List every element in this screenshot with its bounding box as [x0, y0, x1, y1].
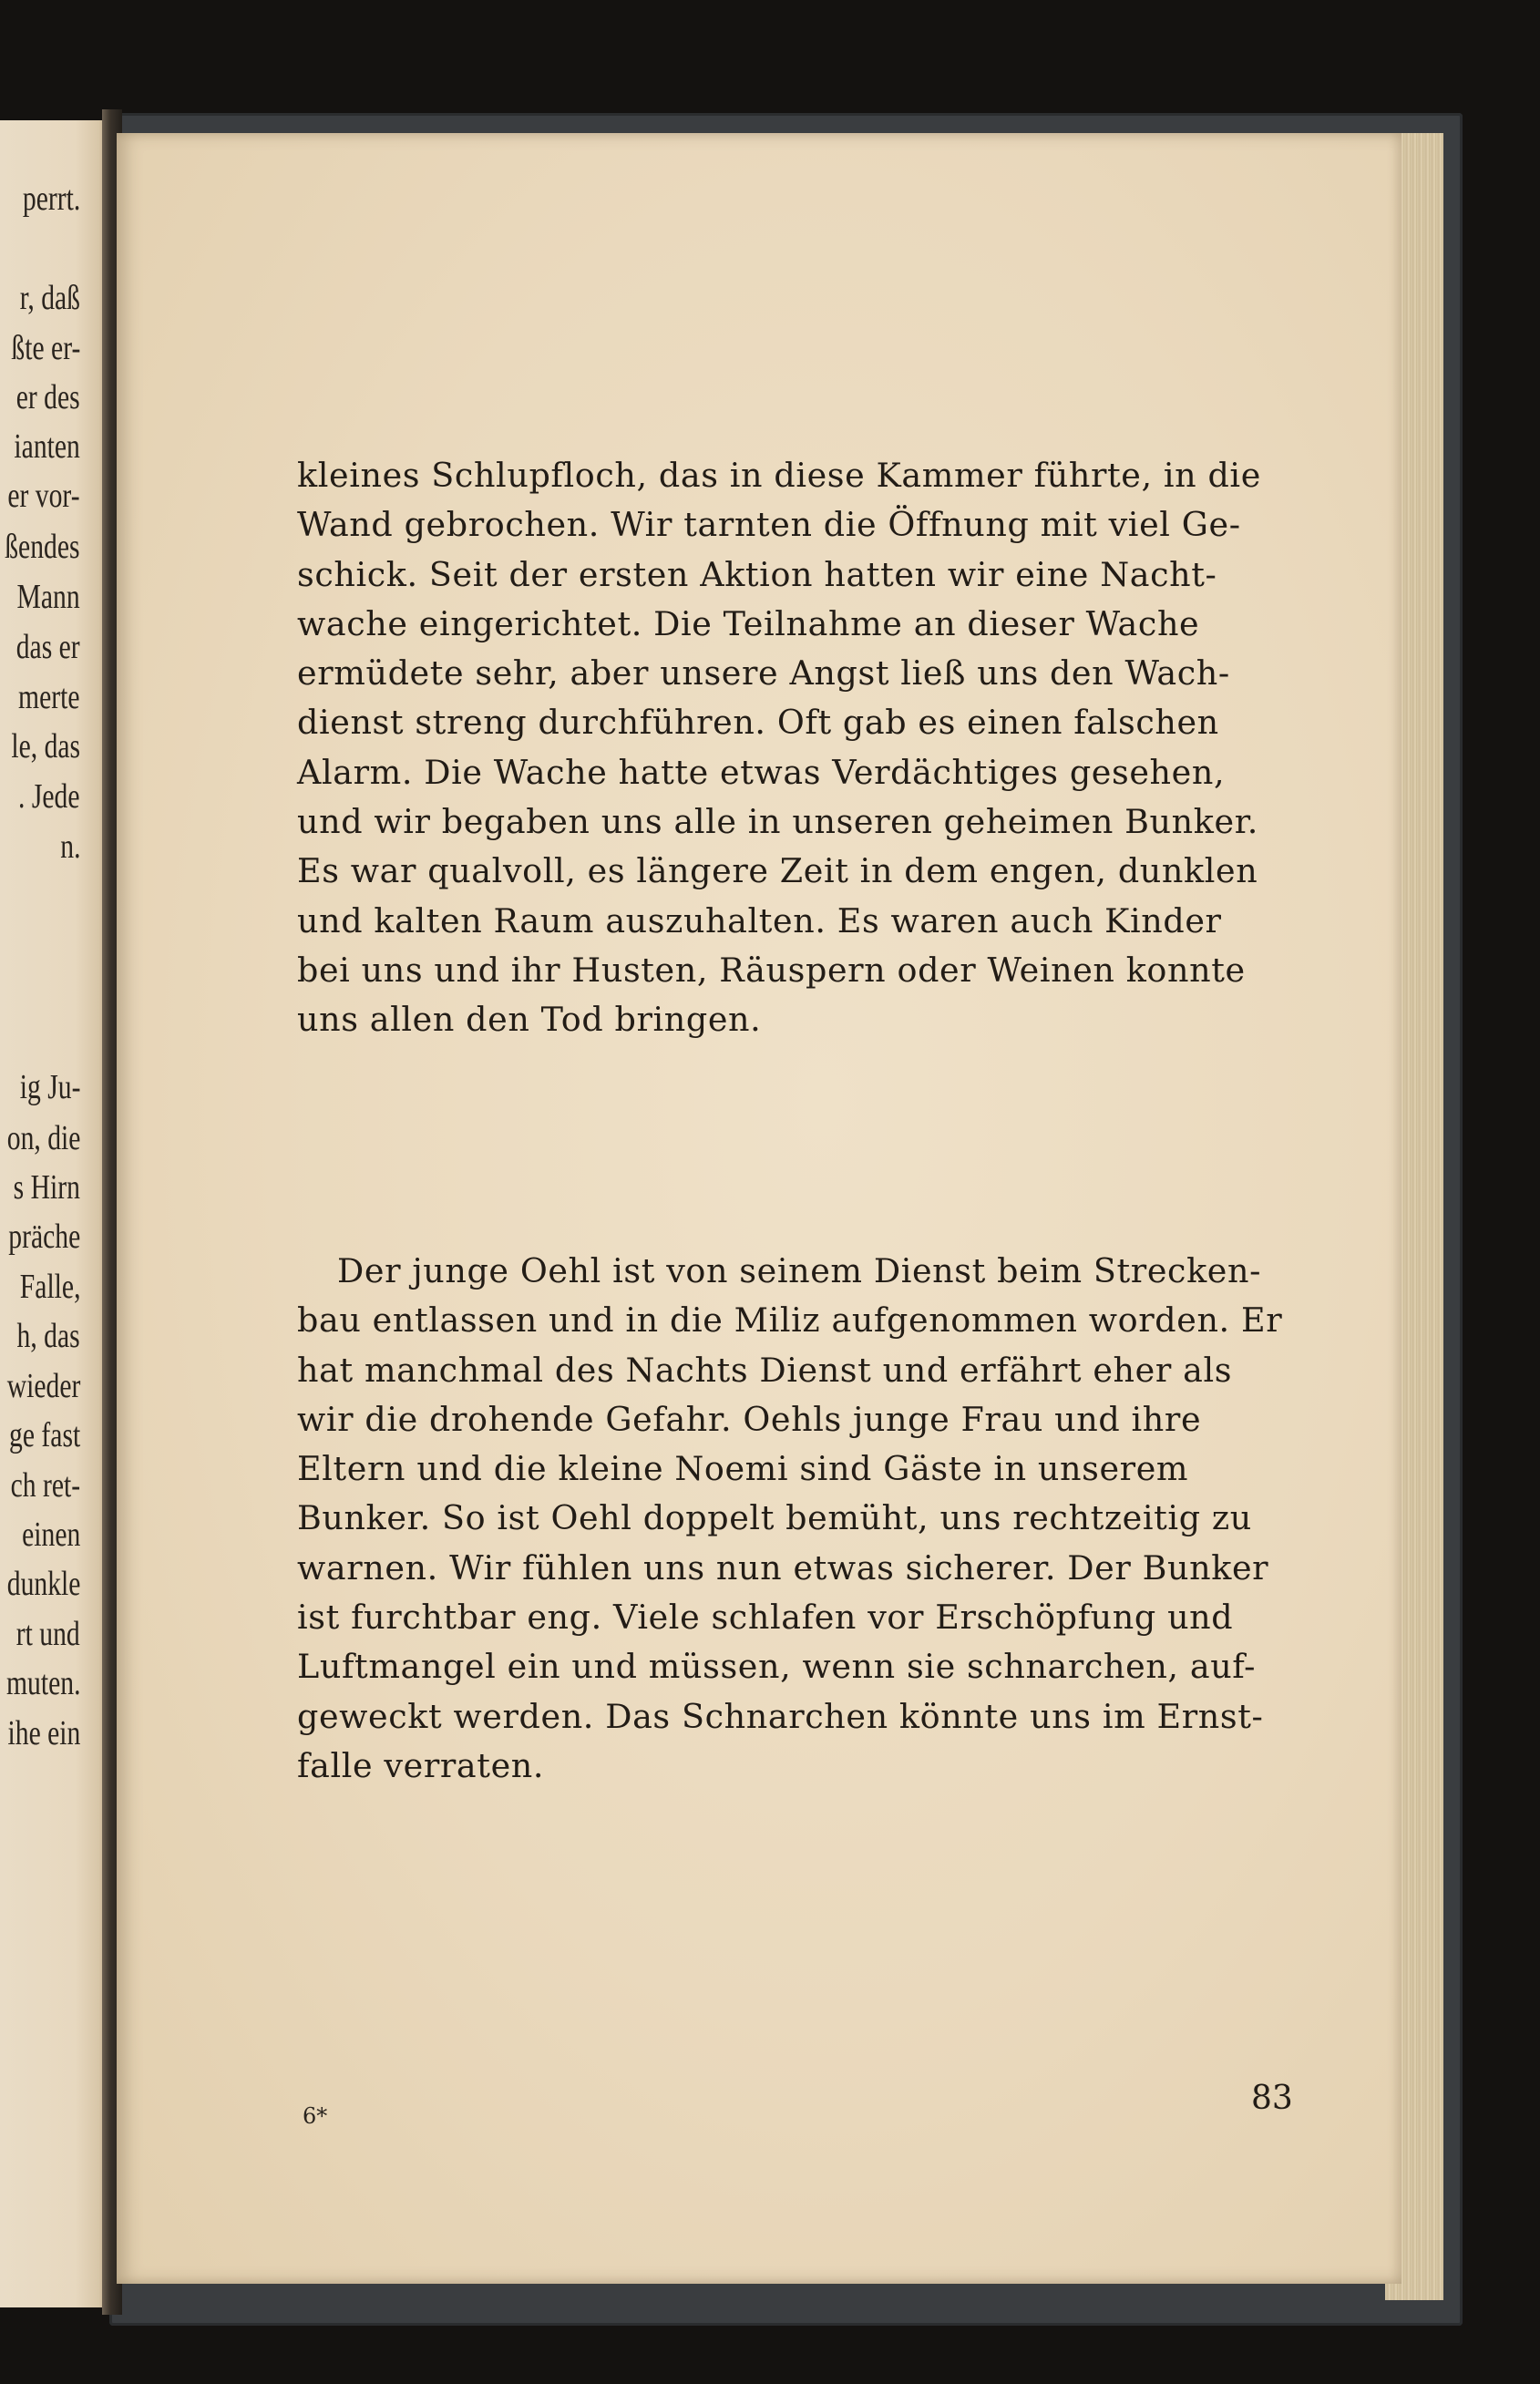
facing-page-text-fragment: rt und — [16, 1615, 80, 1653]
facing-page-text-fragment: perrt. — [22, 180, 80, 218]
facing-page-text-fragment: ihe ein — [7, 1714, 80, 1752]
facing-page-text-fragment: merte — [18, 678, 80, 716]
facing-page-text-fragment: ch ret- — [10, 1466, 80, 1505]
text-line: und kalten Raum auszuhalten. Es waren auch Kinder — [297, 900, 1222, 940]
text-line: geweckt werden. Das Schnarchen könnte uns im Ernst- — [297, 1696, 1264, 1736]
text-line: wache eingerichtet. Die Teilnahme an dieser Wache — [297, 603, 1200, 643]
facing-page-text-fragment: einen — [21, 1516, 80, 1554]
text-line: Wand gebrochen. Wir tarnten die Öffnung mit viel Ge- — [297, 505, 1241, 545]
facing-page-text-fragment: wieder — [6, 1367, 80, 1405]
paragraph-1 — [297, 451, 1261, 1045]
facing-page-text-fragment: Mann — [16, 578, 80, 616]
text-line: uns allen den Tod bringen. — [297, 1000, 762, 1040]
text-line: und wir begaben uns alle in unseren geheimen Bunker. — [297, 802, 1258, 842]
facing-page-text-fragment: s Hirn — [13, 1168, 80, 1207]
book-page — [117, 133, 1401, 2284]
facing-page-text-fragment: ßte er- — [11, 329, 80, 367]
facing-page-text-fragment: le, das — [11, 727, 80, 766]
text-line: Der junge Oehl ist von seinem Dienst beim Strecken- — [337, 1251, 1262, 1290]
facing-page-text-fragment: r, daß — [19, 279, 80, 317]
facing-page-text-fragment: . Jede — [18, 777, 80, 816]
facing-page-text-fragment: ßendes — [5, 528, 80, 566]
page-number: 83 — [1251, 2080, 1293, 2117]
text-line: Alarm. Die Wache hatte etwas Verdächtiges gesehen, — [297, 752, 1226, 792]
text-line: bau entlassen und in die Miliz aufgenommen worden. Er — [297, 1300, 1283, 1341]
facing-page-text-fragment: er vor- — [7, 477, 80, 515]
facing-page-text-fragment: ianten — [14, 427, 80, 466]
text-line: warnen. Wir fühlen uns nun etwas sicherer. Der Bunker — [297, 1547, 1269, 1588]
text-line: Bunker. So ist Oehl doppelt bemüht, uns rechtzeitig zu — [297, 1498, 1252, 1538]
facing-page-text-fragment: on, die — [6, 1119, 80, 1157]
text-line: ist furchtbar eng. Viele schlafen vor Erschöpfung und — [297, 1598, 1234, 1638]
text-line: bei uns und ihr Husten, Räuspern oder Weinen konnte — [297, 950, 1246, 990]
facing-page-text-fragment: muten. — [5, 1664, 80, 1702]
facing-page-text-fragment: Falle, — [19, 1268, 80, 1306]
facing-page-text-fragment: n. — [59, 827, 80, 866]
paragraph-2 — [297, 1247, 1282, 1791]
facing-page-text-fragment: präche — [8, 1218, 80, 1256]
facing-page-text-fragment: dunkle — [6, 1565, 80, 1603]
facing-page-text-fragment: er des — [16, 378, 80, 416]
text-line: Luftmangel ein und müssen, wenn sie schnarchen, auf- — [297, 1647, 1257, 1687]
signature-mark: 6* — [303, 2103, 328, 2129]
facing-page-text-fragment: das er — [16, 628, 80, 666]
facing-page-text-fragment: h, das — [16, 1317, 80, 1355]
text-line: dienst streng durchführen. Oft gab es einen falschen — [297, 703, 1219, 743]
text-line: schick. Seit der ersten Aktion hatten wir eine Nacht- — [297, 554, 1217, 594]
text-line: kleines Schlupfloch, das in diese Kammer führte, in die — [297, 456, 1261, 495]
facing-page-text-fragment: ge fast — [8, 1416, 80, 1454]
text-line: ermüdete sehr, aber unsere Angst ließ uns den Wach- — [297, 653, 1230, 694]
facing-page-text-fragment: ig Ju- — [19, 1068, 80, 1106]
text-line: Es war qualvoll, es längere Zeit in dem engen, dunklen — [297, 851, 1258, 891]
text-line: Eltern und die kleine Noemi sind Gäste in unserem — [297, 1449, 1189, 1489]
text-line: wir die drohende Gefahr. Oehls junge Frau und ihre — [297, 1399, 1202, 1439]
text-line: falle verraten. — [297, 1745, 545, 1785]
facing-page-fragment — [0, 120, 108, 2307]
text-line: hat manchmal des Nachts Dienst und erfährt eher als — [297, 1350, 1233, 1390]
